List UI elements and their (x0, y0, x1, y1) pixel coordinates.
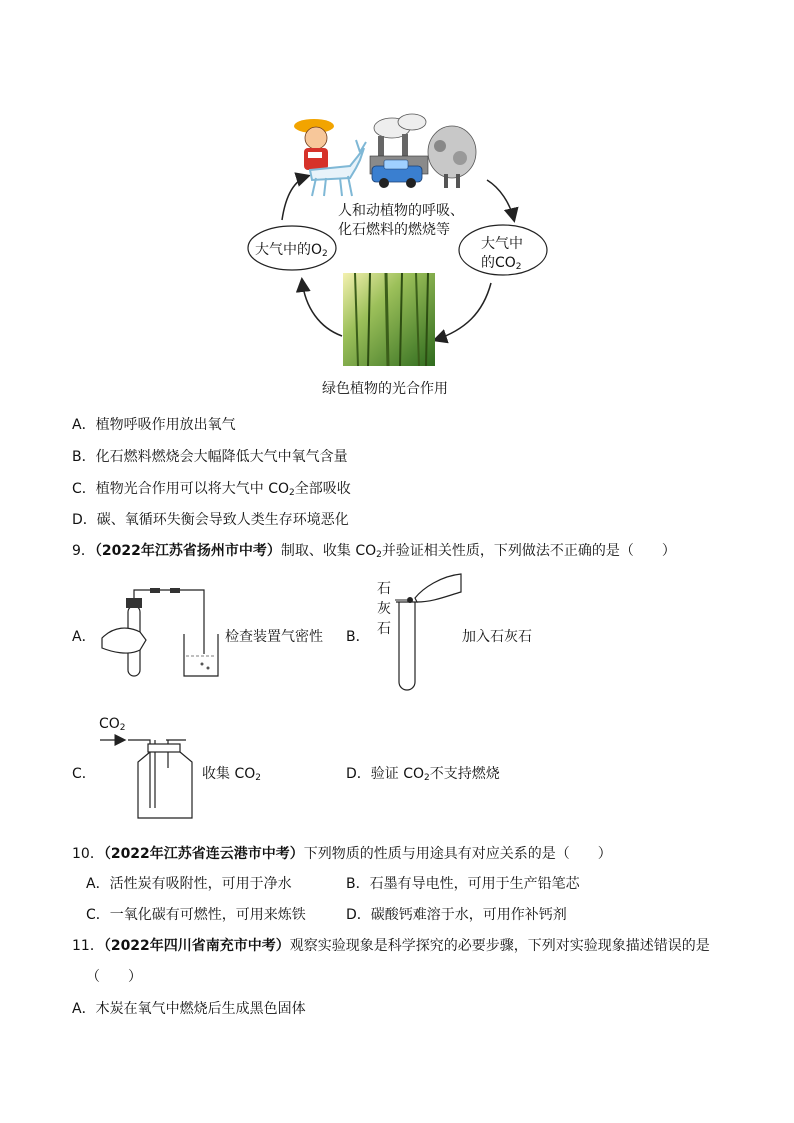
q9-stem: 9．（2022年江苏省扬州市中考）制取、收集 $CO_2$并验证相关性质，下列做法不正确的是（ ） (72, 543, 676, 560)
arrow-bottom-right (435, 283, 491, 340)
q9-option-b-letter: B． (346, 629, 370, 645)
q8-option-b: B．化石燃料燃烧会大幅降低大气中氧气含量 (72, 449, 348, 465)
q9-option-c-label: 收集 $CO_2$ (202, 766, 261, 783)
forest-photo (343, 273, 435, 366)
arrow-right-down (487, 180, 514, 220)
person-illustration (294, 119, 334, 170)
q9-option-d: D．验证 $CO_2$不支持燃烧 (346, 766, 500, 783)
q10-option-a: A．活性炭有吸附性，可用于净水 (86, 876, 292, 892)
arrow-left-up (282, 176, 308, 220)
q11-stem: 11．（2022年四川省南充市中考）观察实验现象是科学探究的必要步骤，下列对实验现象描述错误的是 (72, 938, 710, 954)
q11-bracket: （ ） (86, 969, 142, 985)
co2-inlet-label: $CO_2$ (99, 716, 126, 733)
cycle-diagram (230, 108, 560, 398)
q10-option-c: C．一氧化碳有可燃性，可用来炼铁 (86, 907, 306, 923)
co2-node-label-line2: 的$CO_2$ (481, 255, 522, 272)
top-caption-line2: 化石燃料的燃烧等 (338, 222, 450, 238)
q10-stem: 10．（2022年江苏省连云港市中考）下列物质的性质与用途具有对应关系的是（ ） (72, 846, 612, 862)
q9-option-a-letter: A． (72, 629, 96, 645)
arrow-bottom-left (302, 280, 342, 336)
gas-bottle-apparatus (98, 728, 198, 823)
limestone-label-2: 灰 (377, 601, 391, 617)
q10-option-b: B．石墨有导电性，可用于生产铅笔芯 (346, 876, 580, 892)
q10-option-d: D．碳酸钙难溶于水，可用作补钙剂 (346, 907, 567, 923)
airtightness-apparatus (100, 586, 225, 681)
q9-option-c-letter: C． (72, 766, 96, 782)
q9-option-b-label: 加入石灰石 (462, 629, 532, 645)
q11-option-a: A．木炭在氧气中燃烧后生成黑色固体 (72, 1001, 306, 1017)
o2-node-label: 大气中的$O_2$ (255, 242, 328, 259)
co2-node-label-line1: 大气中 (481, 236, 523, 252)
test-tube-apparatus (385, 570, 465, 695)
q8-option-d: D．碳、氧循环失衡会导致人类生存环境恶化 (72, 512, 349, 528)
q8-option-c: C．植物光合作用可以将大气中 $CO_2$全部吸收 (72, 481, 351, 498)
limestone-label-3: 石 (377, 621, 391, 637)
photosynthesis-caption: 绿色植物的光合作用 (322, 381, 448, 397)
q8-option-a: A．植物呼吸作用放出氧气 (72, 417, 236, 433)
tree-illustration (428, 126, 476, 188)
limestone-label-1: 石 (377, 581, 391, 597)
q9-option-a-label: 检查装置气密性 (225, 629, 323, 645)
top-caption-line1: 人和动植物的呼吸、 (338, 203, 464, 219)
